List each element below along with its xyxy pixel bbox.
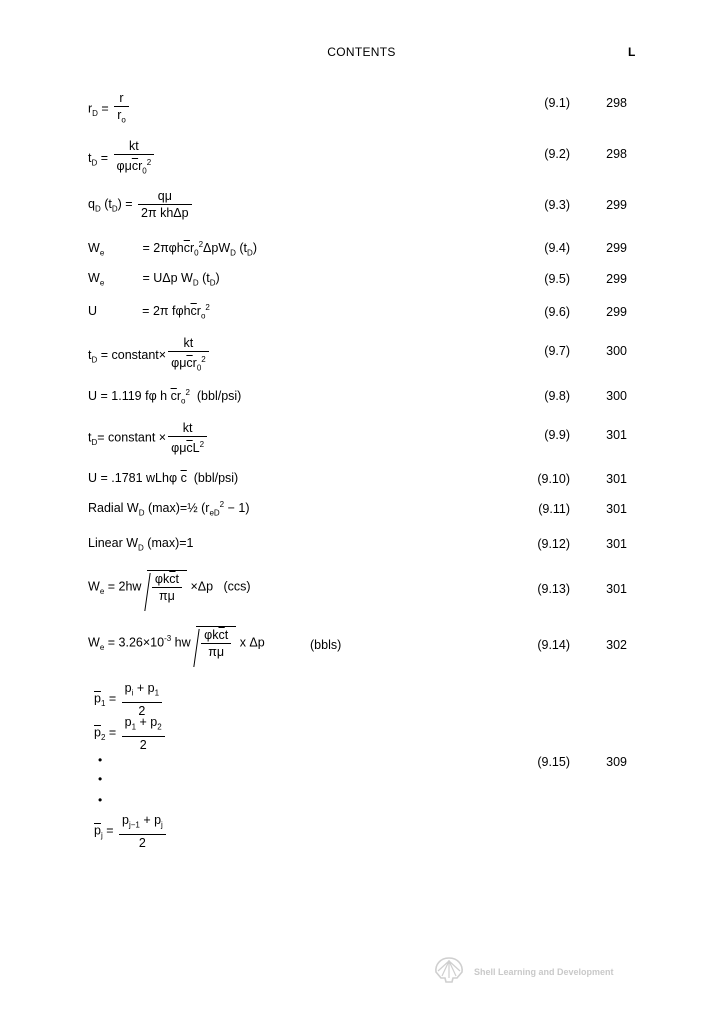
equation-number: (9.6) <box>544 305 570 319</box>
equation-9-15-p1: $\overline{p}_1$ = $\frac{p_i + p_1}{2}$ <box>94 680 164 719</box>
equation-number: (9.11) <box>538 502 570 516</box>
equation-number: (9.9) <box>544 428 570 442</box>
coefficient: 3.26×10 <box>118 635 165 650</box>
equation-9-8: U = 1.119 fφ h $\overline{c}r_o^2$ (bbl/psi) <box>88 388 242 406</box>
equation-9-3: $q_D$ $(t_D)$ = $\frac{q\mu}{\text{2π khΔp}}$ <box>88 188 194 221</box>
equation-number: (9.7) <box>544 344 570 358</box>
equation-9-10: U = .1781 wLhφ $\overline{c}$ (bbl/psi) <box>88 471 239 485</box>
unit-label: (bbl/psi) <box>196 389 242 404</box>
page-number: 298 <box>606 96 627 110</box>
page-number: 301 <box>606 537 627 551</box>
page-number: 309 <box>606 755 627 769</box>
radial-label: Radial <box>88 501 124 516</box>
equation-number: (9.14) <box>537 638 570 652</box>
page-number: 299 <box>606 272 627 286</box>
linear-label: Linear <box>88 536 123 550</box>
equation-number: (9.1) <box>544 96 570 110</box>
equation-9-5: $W_e$ = UΔp $W_D$ $(t_D)$ <box>88 271 220 288</box>
equation-number: (9.2) <box>544 147 570 161</box>
equation-number: (9.12) <box>537 537 570 551</box>
equation-number: (9.4) <box>544 241 570 255</box>
equation-9-1: $r_D$ = $\frac{r}{r_o}$ <box>88 90 131 129</box>
equation-9-15-pj: $\overline{p}_j$ = $\frac{p_{j-1} + p_j}{2}$ <box>94 812 168 851</box>
section-letter: L <box>628 45 636 59</box>
equation-number: (9.13) <box>537 582 570 596</box>
equation-9-2: $t_D$ = $\frac{kt}{\varphi\mu\overline{c}r_0^2}$ <box>88 138 156 180</box>
equation-9-11: Radial $W_D$ (max)=½ $(r_{eD}^2 - 1)$ <box>88 500 250 518</box>
footer-brand: Shell Learning and Development <box>474 967 614 977</box>
page-number: 301 <box>606 428 627 442</box>
equation-number: (9.3) <box>544 198 570 212</box>
page-number: 301 <box>606 582 627 596</box>
equation-9-6: U = 2π $f\varphi h\overline{c}r_o^2$ <box>88 303 210 321</box>
page-number: 299 <box>606 198 627 212</box>
equation-9-15-p2: $\overline{p}_2$ = $\frac{p_1 + p_2}{2}$ <box>94 714 167 753</box>
constant-label: constant <box>108 430 156 445</box>
page-number: 299 <box>606 305 627 319</box>
bullet: • <box>98 753 103 767</box>
equation-number: (9.5) <box>544 272 570 286</box>
page-number: 298 <box>606 147 627 161</box>
unit-label: (bbl/psi) <box>193 471 239 485</box>
equation-9-14: $W_e = 3.26\times 10^{-3}$ hw $\frac{\varphi k\overline{c}t}{\pi\mu}$ x Δp <box>88 628 265 659</box>
page-number: 300 <box>606 389 627 403</box>
bullet: • <box>98 772 103 786</box>
unit-label: (bbls) <box>310 638 342 652</box>
page-number: 301 <box>606 472 627 486</box>
u-prefix: U = 1.119 <box>88 389 142 404</box>
equation-9-12: Linear $W_D$ (max)=1 <box>88 536 194 553</box>
page-number: 300 <box>606 344 627 358</box>
page-number: 302 <box>606 638 627 652</box>
page-number: 301 <box>606 502 627 516</box>
equation-9-4: $W_e$ = $2\pi\varphi h\overline{c}r_0^2\Delta pW_D$ $(t_D)$ <box>88 240 257 258</box>
bullet: • <box>98 793 103 807</box>
equation-9-9: $t_D=$ constant × $\frac{kt}{\varphi\mu\overline{c}L^2}$ <box>88 420 209 456</box>
equation-9-7: $t_D$ = constant× $\frac{kt}{\varphi\mu\overline{c}r_0^2}$ <box>88 335 211 377</box>
shell-logo-icon <box>433 956 465 984</box>
u-prefix: U = .1781 wLh <box>88 471 169 485</box>
page-title: CONTENTS <box>327 45 396 59</box>
equation-number: (9.15) <box>537 755 570 769</box>
equation-number: (9.10) <box>537 472 570 486</box>
page-number: 299 <box>606 241 627 255</box>
unit-label: (ccs) <box>223 579 251 594</box>
equation-number: (9.8) <box>544 389 570 403</box>
constant-label: constant <box>111 348 159 363</box>
equation-9-13: $W_e = 2hw$ $\frac{\varphi k\overline{c}t}{\pi\mu}$ ×Δp (ccs) <box>88 572 251 603</box>
